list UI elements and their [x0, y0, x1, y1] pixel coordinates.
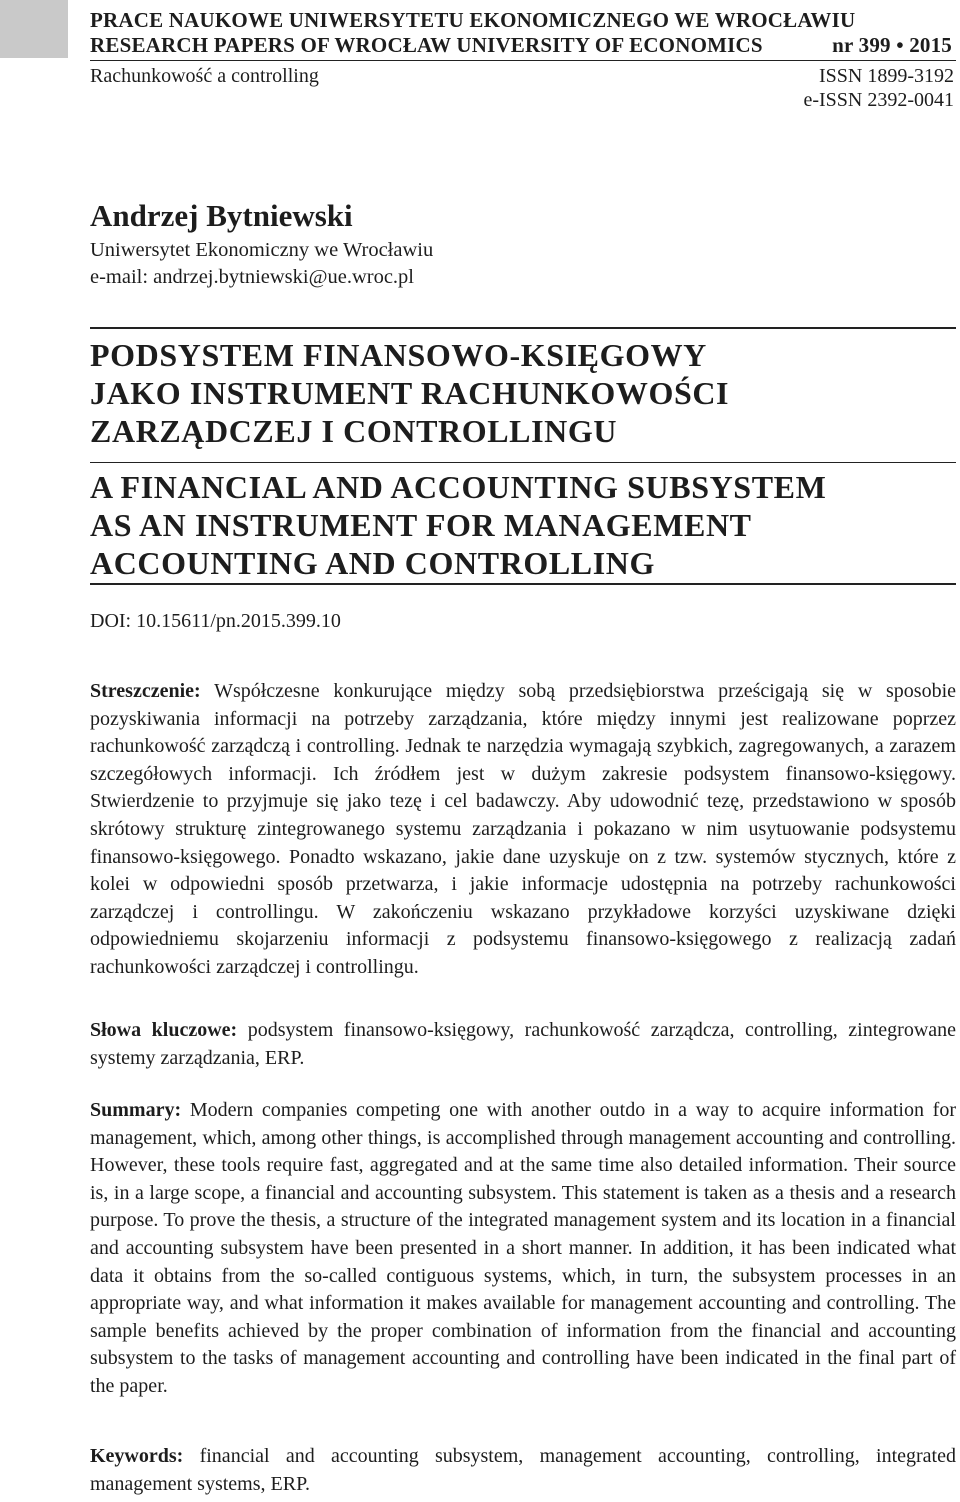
- issn: ISSN 1899-3192: [818, 65, 954, 87]
- series-name: Rachunkowość a controlling: [90, 65, 319, 87]
- author-email: e-mail: andrzej.bytniewski@ue.wroc.pl: [90, 266, 414, 288]
- abstract-polish: [90, 678, 956, 982]
- keywords-pl-text: podsystem finansowo-księgowy, rachunkowość zarządcza, controlling, zintegrowane systemy zarządzania, ERP.: [90, 1019, 957, 1069]
- keywords-polish: [90, 1017, 956, 1072]
- journal-title-en-text: RESEARCH PAPERS OF WROCŁAW UNIVERSITY OF ECONOMICS: [90, 33, 763, 57]
- summary-en-text: Modern companies competing one with another outdo in a way to acquire information for management, which, among other things, is accomplished through management accounting and controlling. However, these tools require fast, aggregated and at the same time also detailed information. Their source is, in a large scope, a financial and accounting subsystem. This statement is taken as a thesis and a research purpose. To prove the thesis, a structure of the integrated management system and its location in a financial and accounting subsystem have been presented in a short manner. In addition, it has been indicated what data it obtains from the so-called contiguous systems, which, in turn, the subsystem processes in an appropriate way, and what information it makes available for management accounting and controlling. The sample benefits achieved by the proper combination of information from the financial and accounting subsystem to the tasks of management accounting and controlling have been indicated in the final part of the paper.: [90, 1099, 957, 1397]
- title-en-line: A FINANCIAL AND ACCOUNTING SUBSYSTEM: [90, 469, 827, 505]
- keywords-en-text: financial and accounting subsystem, management accounting, controlling, integrated management systems, ERP.: [90, 1445, 956, 1495]
- author-affiliation-block: [90, 237, 433, 291]
- author-name: Andrzej Bytniewski: [90, 198, 353, 233]
- eissn: e-ISSN 2392-0041: [803, 89, 954, 111]
- summary-english: [90, 1097, 956, 1401]
- title-bottom-rule: [90, 583, 956, 585]
- journal-title-en: [90, 33, 956, 57]
- journal-title-pl-text: PRACE NAUKOWE UNIWERSYTETU EKONOMICZNEGO WE WROCŁAWIU: [90, 8, 856, 32]
- summary-en-label: Summary:: [90, 1099, 182, 1121]
- title-pl-line: ZARZĄDCZEJ I CONTROLLINGU: [90, 413, 618, 449]
- title-en-line: AS AN INSTRUMENT FOR MANAGEMENT: [90, 507, 752, 543]
- corner-gray-block: [0, 0, 68, 58]
- journal-title-pl: [90, 8, 956, 32]
- issn-block: [654, 64, 954, 112]
- keywords-en-label: Keywords:: [90, 1445, 184, 1467]
- keywords-pl-label: Słowa kluczowe:: [90, 1019, 238, 1041]
- title-en-line: ACCOUNTING AND CONTROLLING: [90, 545, 655, 581]
- title-pl-line: PODSYSTEM FINANSOWO-KSIĘGOWY: [90, 337, 707, 373]
- title-top-rule: [90, 327, 956, 329]
- issue-number: nr 399 • 2015: [832, 33, 952, 57]
- keywords-english: [90, 1443, 956, 1498]
- title-english: [90, 468, 956, 582]
- title-middle-rule: [90, 462, 956, 463]
- doi: DOI: 10.15611/pn.2015.399.10: [90, 610, 341, 632]
- author-affiliation: Uniwersytet Ekonomiczny we Wrocławiu: [90, 239, 434, 261]
- abstract-pl-label: Streszczenie:: [90, 680, 201, 702]
- header-divider: [90, 60, 956, 61]
- abstract-pl-text: Współczesne konkurujące między sobą przedsiębiorstwa prześcigają się w sposobie pozyskiwania informacji na potrzeby zarządzania, które między innymi jest realizowane poprzez rachunkowość zarządczą i controlling. Jednak te narzędzia wymagają szybkich, zagregowanych, a zarazem szczegółowych informacji. Ich źródłem jest w dużym zakresie podsystem finansowo-księgowy. Stwierdzenie to przyjmuje się jako tezę i cel badawczy. Aby udowodnić tezę, przedstawiono w sposób skrótowy strukturę zintegrowanego systemu zarządzania i pokazano w nim usytuowanie podsystemu finansowo-księgowego. Ponadto wskazano, jakie dane uzyskuje on z tzw. systemów stycznych, które z kolei w odpowiedni sposób przetwarza, i jakie informacje udostępnia na potrzeby rachunkowości zarządczej i controllingu. W zakończeniu wskazano przykładowe korzyści uzyskiwane dzięki odpowiedniemu skojarzeniu informacji z podsystemu finansowo-księgowego z realizacją zadań rachunkowości zarządczej i controllingu.: [90, 680, 957, 978]
- title-polish: [90, 336, 956, 450]
- title-pl-line: JAKO INSTRUMENT RACHUNKOWOŚCI: [90, 375, 730, 411]
